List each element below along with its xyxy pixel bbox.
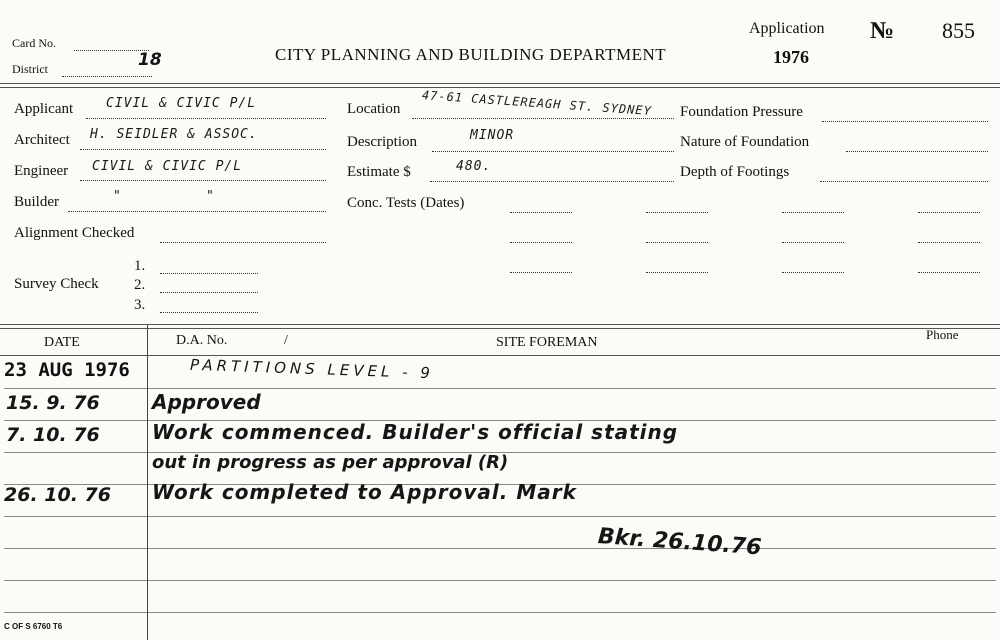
depth-footings-line [820, 181, 988, 182]
depth-footings-label: Depth of Footings [680, 164, 790, 180]
row-2-entry: Approved [152, 390, 261, 414]
table-top-border [0, 324, 1000, 325]
district-label: District [12, 62, 48, 76]
conc-line-r2c1 [510, 242, 572, 243]
date-column-divider [147, 325, 148, 640]
conc-line-r3c3 [782, 272, 844, 273]
nature-foundation-line [846, 151, 988, 152]
row-4-entry: out in progress as per approval (R) [152, 452, 509, 473]
survey-check-label: Survey Check [14, 276, 99, 292]
district-value: 18 [138, 50, 162, 70]
description-line [432, 151, 674, 152]
estimate-line [430, 181, 674, 182]
estimate-value: 480. [456, 159, 492, 174]
builder-label: Builder [14, 194, 59, 210]
header-divider [0, 83, 1000, 84]
applicant-label: Applicant [14, 101, 74, 117]
builder-line [68, 211, 326, 212]
applicant-value: CIVIL & CIVIC P/L [106, 96, 257, 111]
row-1-date: 23 AUG 1976 [4, 359, 130, 381]
engineer-label: Engineer [14, 163, 69, 179]
survey-2: 2. [134, 277, 146, 293]
conc-line-r1c1 [510, 212, 572, 213]
ruled-line-6 [4, 548, 996, 549]
location-label: Location [347, 101, 401, 117]
conc-line-r1c3 [782, 212, 844, 213]
conc-line-r3c1 [510, 272, 572, 273]
conc-line-r2c4 [918, 242, 980, 243]
survey-1: 1. [134, 258, 146, 274]
applicant-line [86, 118, 326, 119]
architect-label: Architect [14, 132, 70, 148]
conc-line-r2c3 [782, 242, 844, 243]
row-2-date: 15. 9. 76 [6, 392, 100, 414]
location-line [412, 118, 674, 119]
application-number: 855 [942, 18, 975, 43]
engineer-line [80, 180, 326, 181]
survey-1-line [160, 273, 258, 274]
alignment-label: Alignment Checked [14, 225, 135, 241]
estimate-label: Estimate $ [347, 164, 411, 180]
signature-line: Bkr. 26.10.76 [597, 524, 763, 561]
table-top-border-2 [0, 328, 1000, 329]
conc-tests-label: Conc. Tests (Dates) [347, 195, 465, 211]
row-3-date: 7. 10. 76 [6, 424, 100, 446]
department-title: CITY PLANNING AND BUILDING DEPARTMENT [275, 45, 667, 64]
application-label: Application [749, 20, 825, 37]
ruled-line-1 [4, 388, 996, 389]
site-foreman-header: SITE FOREMAN [496, 335, 598, 350]
conc-line-r2c2 [646, 242, 708, 243]
architect-value: H. SEIDLER & ASSOC. [90, 127, 258, 142]
nature-foundation-label: Nature of Foundation [680, 134, 810, 150]
survey-3: 3. [134, 297, 146, 313]
ruled-line-8 [4, 612, 996, 613]
form-code: C OF S 6760 T6 [4, 622, 63, 631]
phone-header: Phone [926, 327, 959, 342]
conc-line-r3c4 [918, 272, 980, 273]
description-value: MINOR [470, 128, 515, 143]
builder-ditto-1: " [113, 189, 122, 204]
row-1-entry: PARTITIONS LEVEL - 9 [189, 355, 435, 383]
date-header: DATE [44, 335, 80, 350]
ruled-line-5 [4, 516, 996, 517]
number-sign: № [870, 18, 895, 44]
ruled-line-7 [4, 580, 996, 581]
header-divider-2 [0, 87, 1000, 88]
architect-line [80, 149, 326, 150]
foundation-pressure-label: Foundation Pressure [680, 104, 803, 120]
da-slash: / [284, 333, 288, 348]
table-header-divider [0, 355, 1000, 356]
conc-line-r1c2 [646, 212, 708, 213]
conc-line-r3c2 [646, 272, 708, 273]
row-3-entry: Work commenced. Builder's official stating [152, 420, 679, 444]
engineer-value: CIVIL & CIVIC P/L [92, 159, 243, 174]
district-line [62, 76, 152, 77]
foundation-pressure-line [822, 121, 988, 122]
da-header: D.A. No. [176, 333, 228, 348]
card-no-label: Card No. [12, 36, 56, 50]
description-label: Description [347, 134, 417, 150]
survey-2-line [160, 292, 258, 293]
survey-3-line [160, 312, 258, 313]
builder-ditto-2: " [206, 189, 215, 204]
location-value: 47-61 CASTLEREAGH ST. SYDNEY [421, 88, 653, 119]
application-year: 1976 [773, 47, 809, 67]
alignment-line [160, 242, 326, 243]
conc-line-r1c4 [918, 212, 980, 213]
row-5-date: 26. 10. 76 [4, 484, 111, 506]
row-5-entry: Work completed to Approval. Mark [152, 480, 577, 504]
